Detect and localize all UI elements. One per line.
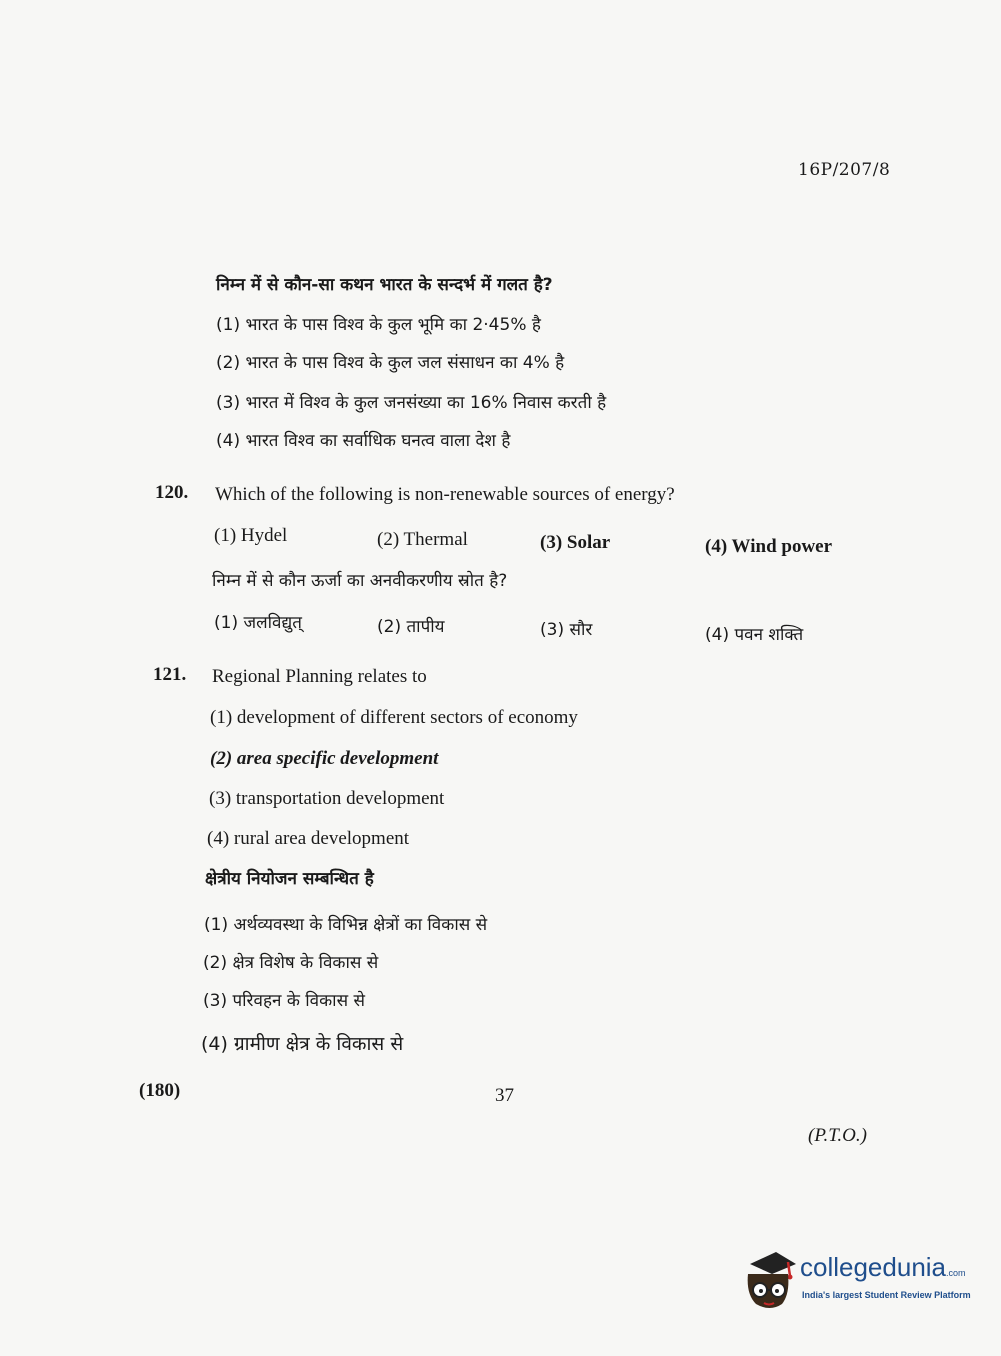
brand-suffix: .com — [946, 1268, 966, 1278]
q121-question: Regional Planning relates to — [212, 666, 427, 687]
page-code: 16P/207/8 — [798, 160, 891, 180]
brand-name: collegedunia.com — [800, 1252, 966, 1282]
q121-option-4: (4) rural area development — [207, 828, 410, 849]
page-number: 37 — [495, 1085, 514, 1106]
pto-label: (P.T.O.) — [808, 1125, 867, 1146]
brand-tagline: India's largest Student Review Platform — [802, 1290, 971, 1300]
q120-question: Which of the following is non-renewable sources of energy? — [215, 484, 675, 505]
q120-option-4: (4) Wind power — [705, 536, 833, 557]
footer-code: (180) — [139, 1080, 181, 1101]
q120-option-1: (1) Hydel — [214, 525, 288, 546]
q121-option-1: (1) development of different sectors of economy — [210, 707, 578, 728]
q121-hindi-option-4: (4) ग्रामीण क्षेत्र के विकास से — [201, 1033, 404, 1055]
collegedunia-logo[interactable] — [742, 1250, 972, 1312]
q119-option-2: (2) भारत के पास विश्व के कुल जल संसाधन का 4% है — [216, 353, 565, 373]
q121-hindi-option-2: (2) क्षेत्र विशेष के विकास से — [203, 953, 379, 973]
q121-hindi-option-1: (1) अर्थव्यवस्था के विभिन्न क्षेत्रों का विकास से — [204, 915, 488, 935]
q121-hindi-question: क्षेत्रीय नियोजन सम्बन्धित है — [205, 869, 374, 889]
q120-option-2: (2) Thermal — [377, 529, 468, 550]
student-mascot-icon — [742, 1250, 798, 1316]
q120-option-3: (3) Solar — [540, 532, 611, 553]
q119-option-1: (1) भारत के पास विश्व के कुल भूमि का 2·45% है — [216, 315, 541, 335]
q120-hindi-option-3: (3) सौर — [540, 620, 593, 640]
q121-option-3: (3) transportation development — [209, 788, 445, 809]
q121-hindi-option-3: (3) परिवहन के विकास से — [203, 991, 365, 1011]
q120-hindi-option-1: (1) जलविद्युत् — [214, 613, 302, 633]
q120-hindi-option-4: (4) पवन शक्ति — [705, 625, 804, 645]
q121-option-2: (2) area specific development — [210, 748, 439, 769]
q120-number: 120. — [155, 482, 189, 503]
q120-hindi-option-2: (2) तापीय — [377, 617, 445, 637]
q121-number: 121. — [153, 664, 187, 685]
q119-hindi-question: निम्न में से कौन-सा कथन भारत के सन्दर्भ में गलत है? — [216, 275, 553, 295]
q120-hindi-question: निम्न में से कौन ऊर्जा का अनवीकरणीय स्रोत है? — [212, 571, 508, 591]
q119-option-4: (4) भारत विश्व का सर्वाधिक घनत्व वाला देश है — [216, 431, 511, 451]
q119-option-3: (3) भारत में विश्व के कुल जनसंख्या का 16% निवास करती है — [216, 393, 607, 413]
